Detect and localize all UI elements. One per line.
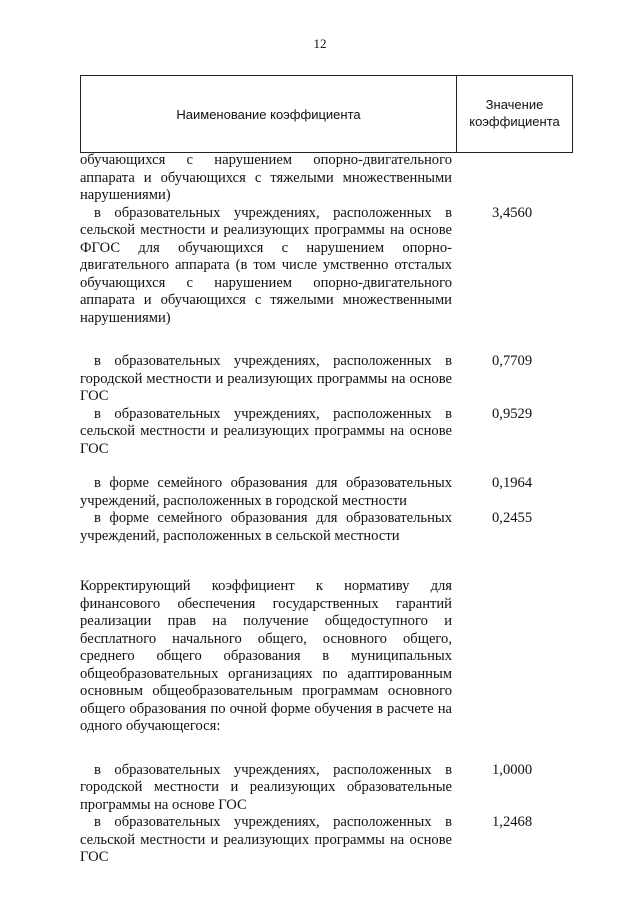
table-row bbox=[80, 406, 573, 459]
table-row bbox=[80, 510, 573, 545]
row-value: 0,9529 bbox=[492, 405, 533, 422]
row-value: 3,4560 bbox=[492, 204, 533, 221]
table-row bbox=[80, 152, 573, 205]
column-header-name: Наименование коэффициента bbox=[81, 76, 457, 152]
row-value: 0,7709 bbox=[492, 353, 533, 369]
column-header-value-text bbox=[469, 97, 560, 131]
row-text: в образовательных учреждениях, расположенных в сельской местности и реализующих программы на основе ГОС bbox=[80, 814, 452, 865]
row-text: в образовательных учреждениях, расположенных в городской местности и реализующих программы на основе ГОС bbox=[80, 353, 452, 404]
row-value: 0,1964 bbox=[492, 475, 533, 491]
table-row bbox=[80, 475, 573, 510]
table-row bbox=[80, 762, 573, 815]
table-row bbox=[80, 578, 573, 736]
table-header bbox=[80, 75, 573, 153]
row-value bbox=[452, 152, 573, 205]
row-value: 1,2468 bbox=[492, 814, 533, 830]
row-value: 0,2455 bbox=[492, 510, 533, 526]
table-row bbox=[80, 353, 573, 406]
row-value bbox=[452, 578, 573, 736]
row-text: Корректирующий коэффициент к нормативу для финансового обеспечения государственных гарантий реализации прав на получение общедоступного и бесплатного начального общего, основного общего, среднего общего образования в муниципальных общеобразовательных организациях по адаптированным основным общеобразовательным программам основного общего образования по очной форме обучения в расчете на одного обучающегося: bbox=[80, 578, 452, 734]
row-text: в образовательных учреждениях, расположенных в сельской местности и реализующих программы на основе ФГОС для обучающихся с нарушением опорно-двигательного аппарата (в том числе умственно отсталых обучающихся с нарушением опорно-двигательного аппарата и обучающихся с тяжелыми множественными нарушениями) bbox=[80, 204, 452, 326]
row-text: в форме семейного образования для образовательных учреждений, расположенных в сельской местности bbox=[80, 510, 452, 544]
column-header-value bbox=[457, 76, 572, 152]
row-text: в форме семейного образования для образовательных учреждений, расположенных в городской местности bbox=[80, 475, 452, 509]
table-row bbox=[80, 814, 573, 867]
table-body bbox=[80, 152, 573, 867]
column-header-value-line2: коэффициента bbox=[469, 114, 560, 129]
row-text: обучающихся с нарушением опорно-двигательного аппарата и обучающихся с тяжелыми множественными нарушениями) bbox=[80, 152, 452, 203]
row-value: 1,0000 bbox=[492, 761, 533, 778]
row-text: в образовательных учреждениях, расположенных в городской местности и реализующих образовательные программы на основе ГОС bbox=[80, 761, 452, 813]
table-row bbox=[80, 205, 573, 328]
row-text: в образовательных учреждениях, расположенных в сельской местности и реализующих программы на основе ГОС bbox=[80, 405, 452, 457]
column-header-value-line1: Значение bbox=[485, 97, 544, 113]
page-number: 12 bbox=[313, 36, 327, 51]
